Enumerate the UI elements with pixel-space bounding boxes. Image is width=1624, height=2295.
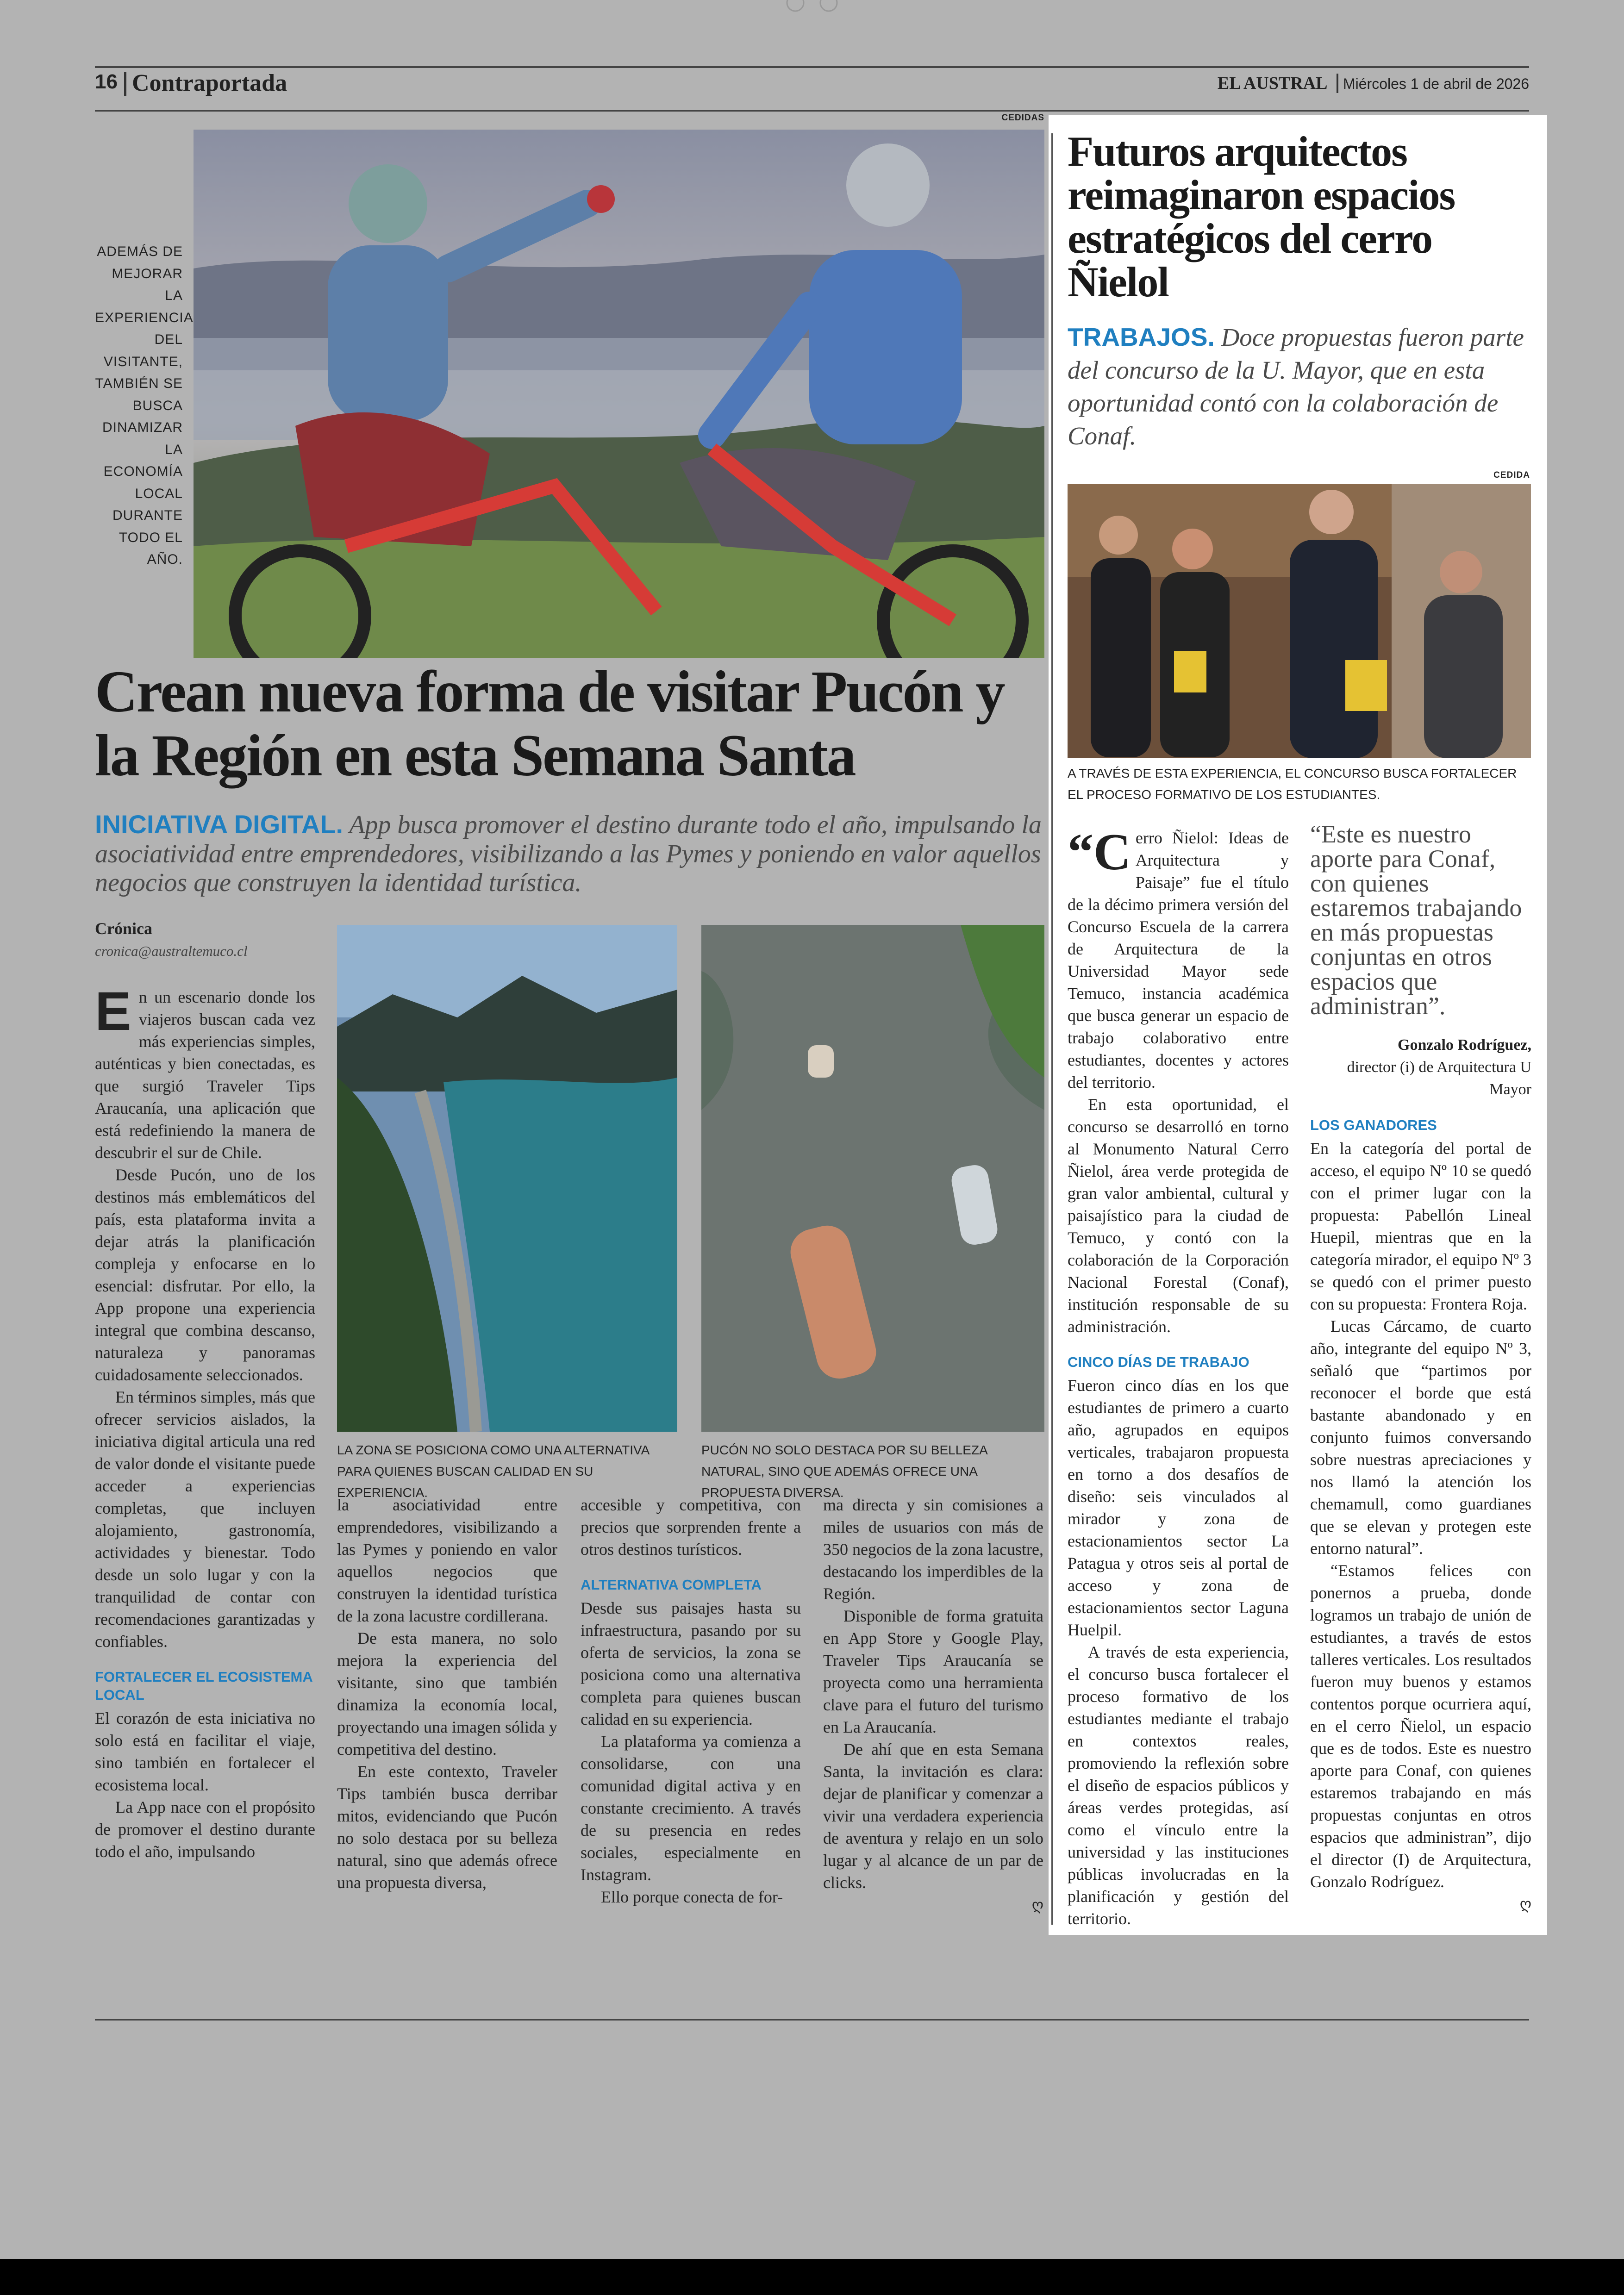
photo-river-boats xyxy=(701,925,1044,1432)
caption-river: PUCÓN NO SOLO DESTACA POR SU BELLEZA NATURAL, SINO QUE ADEMÁS OFRECE UNA PROPUESTA DIVERSA. xyxy=(701,1443,987,1500)
side-paragraph-2: En esta oportunidad, el concurso se desarrolló en torno al Monumento Natural Cerro Ñielol, área verde protegida de gran valor ambiental, cultural y paisajístico para la ciudad de Temuco, y contó con la colaboración de la Corporación Nacional Forestal (Conaf), institución responsable de su administración. xyxy=(1068,1095,1289,1336)
hero-photo-cyclists xyxy=(194,130,1044,658)
photo-lake-road xyxy=(337,925,677,1432)
drop-cap-side: “C xyxy=(1068,823,1131,881)
nav-arrows xyxy=(782,0,843,13)
side-end-mark-icon: ღ xyxy=(1519,1895,1531,1913)
caption-lake: LA ZONA SE POSICIONA COMO UNA ALTERNATIVA PARA QUIENES BUSCAN CALIDAD EN SU EXPERIENCIA. xyxy=(337,1443,649,1500)
byline-author: Crónica xyxy=(95,919,152,938)
main-paragraph-9: accesible y competitiva, con precios que sorprenden frente a otros destinos turísticos. xyxy=(581,1496,801,1559)
pull-quote: “Este es nuestro aporte para Conaf, con quienes estaremos trabajando en más propuestas conjuntas en otros espacios que administran”. xyxy=(1310,820,1522,1020)
section-name: Contraportada xyxy=(132,70,287,96)
main-deck-text: App busca promover el destino durante todo el año, impulsando la asociatividad entre emprendedores, visibilizando a las Pymes y poniendo en valor aquellos negocios que construyen la identidad turística. xyxy=(95,811,1042,898)
side-photo-group xyxy=(1068,484,1531,758)
side-paragraph-6: Lucas Cárcamo, de cuarto año, integrante del equipo Nº 3, señaló que “partimos por reconocer el borde que está bastante abandonado y en conjunto fuimos conversando sobre nuestras apreciaciones y nos llamó la atención los chemamull, como guardianes que se elevan y protegen este entorno natural”. xyxy=(1310,1316,1531,1558)
main-paragraph-7: De esta manera, no solo mejora la experiencia del visitante, sino que también dinamiza la economía local, proyectando una imagen sólida y competitiva del destino. xyxy=(337,1629,557,1759)
photo-credit: CEDIDAS xyxy=(1001,113,1044,123)
subhead-ganadores: LOS GANADORES xyxy=(1310,1117,1437,1133)
main-column-1 xyxy=(95,981,315,1863)
side-column-b xyxy=(1310,822,1531,1915)
main-paragraph-2: Desde Pucón, uno de los destinos más emblemáticos del país, esta plataforma invita a dejar atrás la planificación compleja y enfocarse en lo esencial: disfrutar. Por ello, la App propone una experiencia integral que combina descanso, naturaleza y panoramas cuidadosamente seleccionados. xyxy=(95,1166,315,1384)
issue-date: Miércoles 1 de abril de 2026 xyxy=(1343,75,1529,92)
masthead xyxy=(1218,73,1529,94)
newspaper-name: EL AUSTRAL xyxy=(1217,74,1328,93)
header-divider xyxy=(124,72,126,96)
drop-cap-main: E xyxy=(95,981,131,1042)
main-column-2 xyxy=(337,1494,557,1894)
side-paragraph-4: A través de esta experiencia, el concurso busca fortalecer el proceso formativo de los estudiantes mediante el trabajo en contextos reales, promoviendo la reflexión sobre el diseño de espacios públicos y áreas verdes protegidas, así como el vínculo entre la universidad y las instituciones públicas involucradas en la planificación y gestión del territorio. xyxy=(1068,1642,1289,1928)
main-paragraph-4: El corazón de esta iniciativa no solo está en facilitar el viaje, sino también en fortalecer el ecosistema local. xyxy=(95,1709,315,1794)
main-paragraph-5: La App nace con el propósito de promover el destino durante todo el año, impulsando xyxy=(95,1797,315,1861)
side-paragraph-5: En la categoría del portal de acceso, el equipo Nº 10 se quedó con el primer lugar con la propuesta: Pabellón Lineal Huepil, mientras que en la categoría mirador, el equipo Nº 3 se quedó con el primer puesto con su propuesta: Frontera Roja. xyxy=(1310,1139,1531,1313)
page-number: 16 xyxy=(95,70,118,93)
subhead-cinco-dias: CINCO DÍAS DE TRABAJO xyxy=(1068,1354,1249,1370)
side-paragraph-1: erro Ñielol: Ideas de Arquitectura y Paisaje” fue el título de la décimo primera versión del Concurso Escuela de la carrera de Arquitectura de la Universidad Mayor sede Temuco, instancia académica que busca generar un espacio de trabajo colaborativo entre estudiantes, docentes y actores del territorio. xyxy=(1068,829,1289,1091)
quote-author: Gonzalo Rodríguez, xyxy=(1398,1036,1531,1054)
subhead-alternativa: ALTERNATIVA COMPLETA xyxy=(581,1577,762,1593)
footer-rule xyxy=(95,2019,1529,2021)
main-paragraph-15: De ahí que en esta Semana Santa, la invitación es clara: dejar de planificar y comenzar a vivir una verdadera experiencia de aventura y relajo en un solo lugar y al alcance de un par de clicks. xyxy=(823,1740,1043,1892)
side-headline: Futuros arquitectos reimaginaron espacios estratégicos del cerro Ñielol xyxy=(1068,128,1455,306)
side-photo-caption: A TRAVÉS DE ESTA EXPERIENCIA, EL CONCURSO BUSCA FORTALECER EL PROCESO FORMATIVO DE LOS ESTUDIANTES. xyxy=(1068,766,1517,802)
subhead-fortalecer: FORTALECER EL ECOSISTEMA LOCAL xyxy=(95,1669,312,1703)
main-column-4 xyxy=(823,1494,1043,1916)
end-mark-icon: ღ xyxy=(1031,1896,1043,1914)
main-paragraph-14: Disponible de forma gratuita en App Store y Google Play, Traveler Tips Araucanía se proyecta como una herramienta clave para el futuro del turismo en La Araucanía. xyxy=(823,1607,1043,1736)
main-paragraph-10: Desde sus paisajes hasta su infraestructura, pasando por su oferta de servicios, la zona se posiciona como una alternativa completa para quienes buscan calidad en su experiencia. xyxy=(581,1598,801,1728)
side-photo-caption: ADEMÁS DE MEJORAR LA EXPERIENCIA DEL VISITANTE, TAMBIÉN SE BUSCA DINAMIZAR LA ECONOMÍA LOCAL DURANTE TODO EL AÑO. xyxy=(95,244,194,567)
main-paragraph-8: En este contexto, Traveler Tips también busca derribar mitos, evidenciando que Pucón no solo destaca por su belleza natural, sino que además ofrece una propuesta diversa, xyxy=(337,1762,557,1892)
side-column-a xyxy=(1068,823,1289,1930)
header-rule-bottom xyxy=(95,110,1529,112)
side-paragraph-3: Fueron cinco días en los que estudiantes de primero a cuarto año, agrupados en equipos verticales, trabajaron propuesta en torno a dos desafíos de diseño: seis vinculados al mirador y zona de estacionamientos sector La Patagua y otros seis al portal de acceso y zona de estacionamientos sector Laguna Huelpil. xyxy=(1068,1376,1289,1639)
side-panel-rule xyxy=(1051,133,1053,1925)
bottom-bar xyxy=(0,2259,1624,2295)
side-kicker: TRABAJOS. xyxy=(1068,323,1215,351)
header-rule-top xyxy=(95,66,1529,68)
side-paragraph-7: “Estamos felices con ponernos a prueba, donde logramos un trabajo de unión de estudiantes, a través de estos talleres verticales. Los resultados fueron muy buenos y estamos contentos porque ocurriera aquí, en el cerro Ñielol, un espacio que es de todos. Este es nuestro aporte para Conaf, con quienes estaremos trabajando en más propuestas conjuntas en otros espacios que administran”, dijo el director (I) de Arquitectura, Gonzalo Rodríguez. xyxy=(1310,1561,1531,1891)
main-headline: Crean nueva forma de visitar Pucón y la Región en esta Semana Santa xyxy=(95,659,1004,789)
byline-email: cronica@australtemuco.cl xyxy=(95,943,248,959)
main-paragraph-6: la asociatividad entre emprendedores, visibilizando a las Pymes y poniendo en valor aquellos negocios que construyen la identidad turística de la zona lacustre cordillerana. xyxy=(337,1496,557,1625)
masthead-divider xyxy=(1337,74,1338,93)
main-column-3 xyxy=(581,1494,801,1908)
main-deck xyxy=(95,810,1049,898)
main-paragraph-13: ma directa y sin comisiones a miles de usuarios con más de 350 negocios de la zona lacustre, destacando los imperdibles de la Región. xyxy=(823,1496,1043,1603)
main-paragraph-11: La plataforma ya comienza a consolidarse, con una comunidad digital activa y en constante crecimiento. A través de su presencia en redes sociales, especialmente en Instagram. xyxy=(581,1732,801,1884)
side-deck xyxy=(1068,321,1530,452)
quote-role: director (i) de Arquitectura U Mayor xyxy=(1347,1059,1531,1098)
side-deck-text: Doce propuestas fueron parte del concurso de la U. Mayor, que en esta oportunidad contó con la colaboración de Conaf. xyxy=(1068,323,1524,450)
main-kicker: INICIATIVA DIGITAL. xyxy=(95,810,344,839)
side-story-panel xyxy=(1049,115,1547,1935)
main-paragraph-3: En términos simples, más que ofrecer servicios aislados, la iniciativa digital articula una red de valor donde el visitante puede acceder a experiencias completas, que incluyen alojamiento, gastronomía, actividades y bienestar. Todo desde un solo lugar y con la tranquilidad de contar con recomendaciones garantizadas y confiables. xyxy=(95,1388,315,1651)
main-paragraph-12: Ello porque conecta de for- xyxy=(601,1887,783,1906)
side-photo-credit: CEDIDA xyxy=(1493,470,1530,480)
main-paragraph-1: n un escenario donde los viajeros buscan cada vez más experiencias simples, auténticas y bien conectadas, es que surgió Traveler Tips Araucanía, una aplicación que está redefiniendo la manera de descubrir el sur de Chile. xyxy=(95,988,315,1162)
